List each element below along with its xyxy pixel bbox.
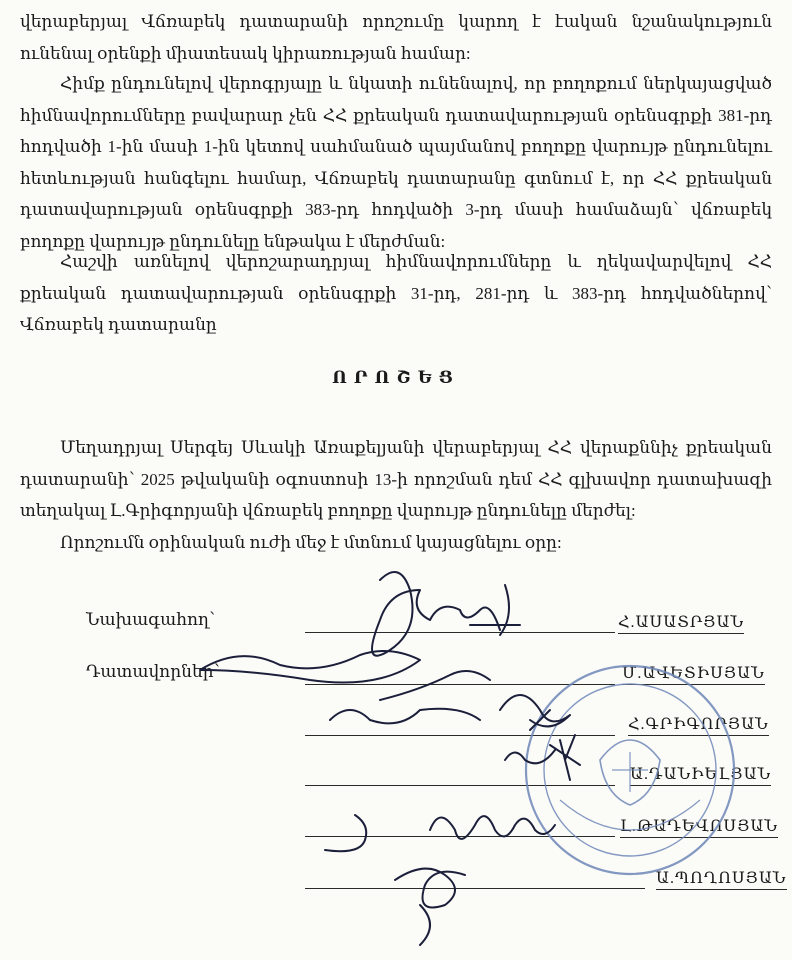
text-line: տեղակալ Լ.Գրիգորյանի վճռաբեկ բողոքը վարույթ ընդունելը մերժել: <box>20 501 636 520</box>
paragraph-4 <box>20 432 772 558</box>
signature-line <box>305 632 615 633</box>
judge-name: Լ.ԹԱԴԵՎՈՍՅԱՆ <box>620 816 778 838</box>
judge-name: Ա.ԴԱՆԻԵԼՅԱՆ <box>630 764 771 786</box>
text-line: դատավարության օրենսգրքի 383-րդ հոդվածի 3-րդ մասի համաձայն՝ վճռաբեկ <box>20 200 772 219</box>
text-line: քրեական դատավարության օրենսգրքի 31-րդ, 281-րդ և 383-րդ հոդվածներով՝ <box>20 283 772 303</box>
judge-name: Հ.ԳՐԻԳՈՐՅԱՆ <box>628 714 769 736</box>
text-line: Հիմք ընդունելով վերոգրյալը և նկատի ունենալով, որ բողոքում ներկայացված <box>60 74 772 93</box>
text-line: դատարանի՝ 2025 թվականի օգոստոսի 13-ի որոշման դեմ ՀՀ գլխավոր դատախազի <box>20 469 772 489</box>
judge-name: Հ.ԱՍԱՏՐՅԱՆ <box>618 612 744 634</box>
text-line: Հաշվի առնելով վերոշարադրյալ հիմնավորումները և ղեկավարվելով ՀՀ <box>60 252 772 271</box>
judge-name: Մ.ԱՎԵՏԻՍՅԱՆ <box>622 663 765 685</box>
text-line: հետևության հանգելու համար, Վճռաբեկ դատարանը գտնում է, որ ՀՀ քրեական <box>20 168 772 188</box>
text-line: Մեղադրյալ Սերգեյ Սևակի Առաքելյանի վերաբերյալ ՀՀ վերաքննիչ քրեական <box>60 438 772 457</box>
text-line: հիմնավորումները բավարար չեն ՀՀ քրեական դատավարության օրենսգրքի 381-րդ <box>20 105 772 125</box>
signature-line <box>305 785 615 786</box>
text-line: հոդվածի 1-ին մասի 1-ին կետով սահմանած պայմանով բողոքը վարույթ ընդունելու <box>20 137 772 156</box>
judge-name: Ա.ՊՈՂՈՍՅԱՆ <box>656 868 787 890</box>
signature-line <box>305 836 615 837</box>
handwritten-signatures <box>200 572 580 945</box>
paragraph-2 <box>20 68 772 257</box>
signature-line <box>305 684 615 685</box>
text-line: Որոշումն օրինական ուժի մեջ է մտնում կայացնելու օրը: <box>60 532 562 552</box>
paragraph-1 <box>20 6 772 69</box>
text-line: ունենալ օրենքի միատեսակ կիրառության համար: <box>20 43 471 63</box>
judges-label: Դատավորներ՝ <box>86 662 220 681</box>
text-line: Վճռաբեկ դատարանը <box>20 315 217 334</box>
signature-line <box>305 735 615 736</box>
text-line: բողոքը վարույթ ընդունելը ենթակա է մերժման: <box>20 231 446 251</box>
text-line: վերաբերյալ Վճռաբեկ դատարանի որոշումը կարող է էական նշանակություն <box>20 12 772 31</box>
decision-heading: ՈՐՈՇԵՑ <box>332 368 460 387</box>
paragraph-3 <box>20 246 772 341</box>
chair-label: Նախագահող՝ <box>86 610 216 629</box>
signature-line <box>305 888 645 889</box>
